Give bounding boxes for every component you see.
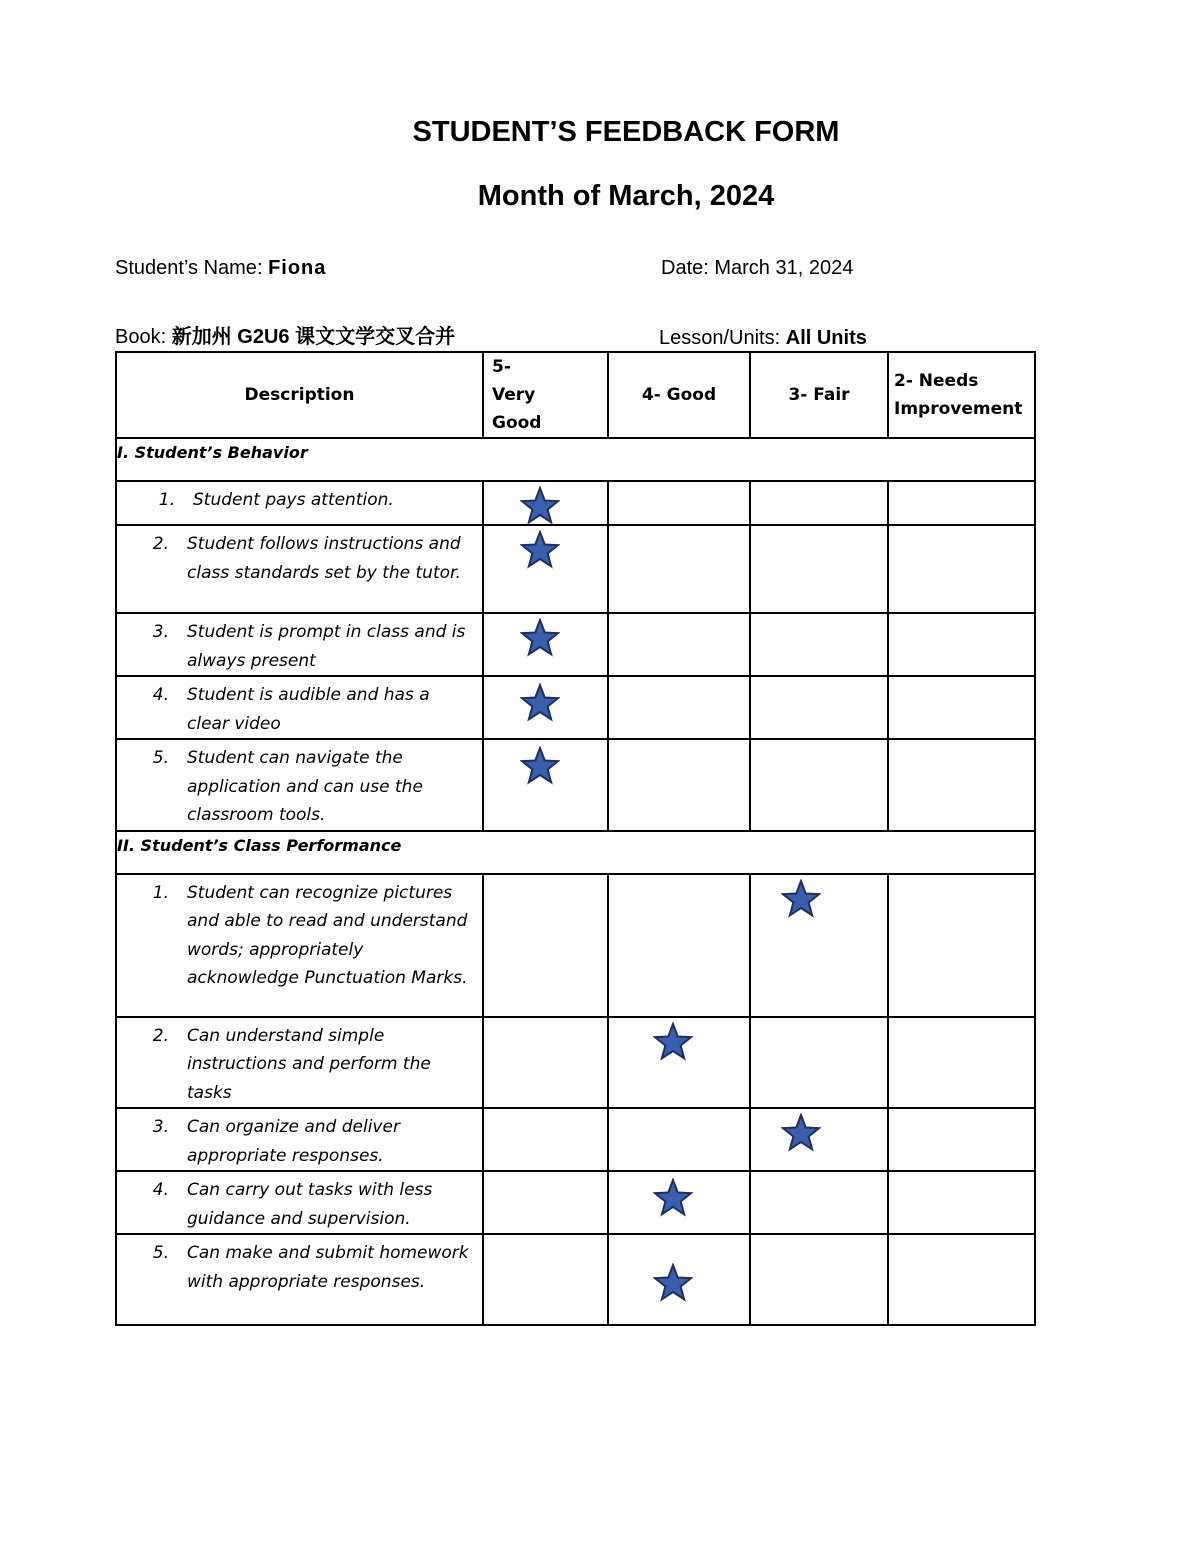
section-title: II. Student’s Class Performance (117, 835, 402, 855)
criterion-cell (116, 1234, 483, 1325)
book-line: Book: 新加州 G2U6 课文文学交叉合并 (115, 326, 456, 348)
criterion (117, 1109, 482, 1170)
criterion-text: Can carry out tasks with less guidance and supervision. (187, 1180, 433, 1229)
rating-cell (888, 676, 1035, 739)
criterion (117, 614, 482, 675)
rating-cell (608, 613, 750, 676)
section-title-cell (116, 831, 1035, 874)
star-icon (520, 683, 560, 723)
criterion-number: 1. (158, 490, 175, 510)
criterion-number: 5. (152, 748, 169, 768)
rating-cell (750, 874, 888, 1017)
rating-cell (608, 1171, 750, 1234)
criterion (117, 740, 482, 830)
star-icon (520, 746, 560, 786)
criterion-text: Student pays attention. (193, 490, 394, 510)
criterion (117, 677, 482, 738)
star-icon (653, 1022, 693, 1062)
col-header-good: 4- Good (608, 352, 750, 438)
criterion (117, 482, 482, 515)
rating-cell (888, 481, 1035, 525)
table-row (116, 676, 1035, 739)
book-value: 新加州 G2U6 课文文学交叉合并 (171, 326, 456, 348)
star-icon (653, 1263, 693, 1303)
date-line: Date: March 31, 2024 (661, 257, 854, 279)
rating-cell (608, 1108, 750, 1171)
rating-cell (888, 525, 1035, 613)
table-row (116, 739, 1035, 831)
rating-cell (483, 525, 608, 613)
rating-cell (608, 1234, 750, 1325)
rating-cell (483, 481, 608, 525)
star-icon (781, 1113, 821, 1153)
criterion-number: 3. (152, 622, 169, 642)
student-name-value: Fiona (268, 257, 327, 279)
criterion-cell (116, 1108, 483, 1171)
rating-cell (483, 739, 608, 831)
criterion (117, 1235, 482, 1296)
criterion-number: 3. (152, 1117, 169, 1137)
star-icon (781, 879, 821, 919)
rating-cell (483, 1171, 608, 1234)
criterion-cell (116, 676, 483, 739)
star-icon (653, 1178, 693, 1218)
col-header-needs-improvement: 2- Needs Improvement (888, 352, 1035, 438)
rating-cell (750, 1017, 888, 1109)
lesson-units-label: Lesson/Units (659, 327, 775, 349)
criterion-text: Student is audible and has a clear video (187, 685, 430, 734)
table-row (116, 1234, 1035, 1325)
criterion-number: 4. (152, 685, 169, 705)
table-row (116, 1171, 1035, 1234)
table-row (116, 874, 1035, 1017)
table-row (116, 1108, 1035, 1171)
criterion (117, 1018, 482, 1108)
criterion-text: Student can navigate the application and can use the classroom tools. (187, 748, 423, 825)
rating-cell (750, 1108, 888, 1171)
criterion-cell (116, 739, 483, 831)
student-name-label: Student’s Name (115, 257, 257, 279)
criterion-cell (116, 1171, 483, 1234)
table-row (116, 525, 1035, 613)
criterion (117, 1172, 482, 1233)
criterion (117, 875, 482, 993)
rating-cell (483, 676, 608, 739)
rating-cell (750, 613, 888, 676)
rating-cell (483, 613, 608, 676)
feedback-table (115, 351, 1036, 1326)
criterion-cell (116, 1017, 483, 1109)
rating-cell (608, 874, 750, 1017)
rating-cell (750, 676, 888, 739)
rating-cell (888, 1017, 1035, 1109)
criterion-cell (116, 525, 483, 613)
table-body (116, 438, 1035, 1325)
criterion (117, 526, 482, 587)
rating-cell (608, 739, 750, 831)
rating-cell (888, 1108, 1035, 1171)
rating-cell (483, 1017, 608, 1109)
col-header-very-good: 5- Very Good (483, 352, 608, 438)
form-title: STUDENT’S FEEDBACK FORM (412, 116, 840, 148)
col-header-description: Description (116, 352, 483, 438)
criterion-number: 4. (152, 1180, 169, 1200)
star-icon (520, 530, 560, 570)
rating-cell (608, 525, 750, 613)
criterion-number: 2. (152, 534, 169, 554)
criterion-number: 5. (152, 1243, 169, 1263)
rating-cell (888, 1234, 1035, 1325)
rating-cell (888, 739, 1035, 831)
section-title: I. Student’s Behavior (117, 443, 308, 462)
criterion-cell (116, 613, 483, 676)
criterion-text: Can organize and deliver appropriate responses. (187, 1117, 400, 1166)
lesson-units-value: All Units (785, 327, 867, 349)
book-label: Book (115, 326, 161, 348)
criterion-number: 2. (152, 1025, 169, 1046)
criterion-cell (116, 481, 483, 525)
section-title-cell (116, 438, 1035, 481)
criterion-cell (116, 874, 483, 1017)
rating-cell (888, 874, 1035, 1017)
criterion-number: 1. (152, 882, 169, 903)
criterion-text: Student is prompt in class and is always present (187, 622, 466, 671)
rating-cell (888, 613, 1035, 676)
rating-cell (608, 481, 750, 525)
col-header-fair: 3- Fair (750, 352, 888, 438)
rating-cell (608, 676, 750, 739)
star-icon (520, 486, 560, 526)
table-header-row (116, 352, 1035, 438)
table-row (116, 1017, 1035, 1109)
rating-cell (608, 1017, 750, 1109)
rating-cell (750, 1234, 888, 1325)
table-row (116, 481, 1035, 525)
rating-cell (750, 525, 888, 613)
student-name-line: Student’s Name: Fiona (115, 257, 327, 279)
rating-cell (888, 1171, 1035, 1234)
section-row (116, 438, 1035, 481)
rating-cell (750, 481, 888, 525)
criterion-text: Can make and submit homework with appropriate responses. (187, 1243, 469, 1292)
criterion-text: Student follows instructions and class standards set by the tutor. (187, 534, 461, 583)
rating-cell (483, 1108, 608, 1171)
rating-cell (483, 1234, 608, 1325)
star-icon (520, 618, 560, 658)
form-subtitle: Month of March, 2024 (477, 180, 775, 212)
rating-cell (750, 739, 888, 831)
section-row (116, 831, 1035, 874)
criterion-text: Can understand simple instructions and perform the tasks (187, 1025, 431, 1103)
rating-cell (750, 1171, 888, 1234)
table-row (116, 613, 1035, 676)
criterion-text: Student can recognize pictures and able to read and understand words; appropriately acknowledge Punctuation Marks. (187, 882, 468, 988)
rating-cell (483, 874, 608, 1017)
lesson-units-line: Lesson/Units: All Units (659, 327, 867, 349)
